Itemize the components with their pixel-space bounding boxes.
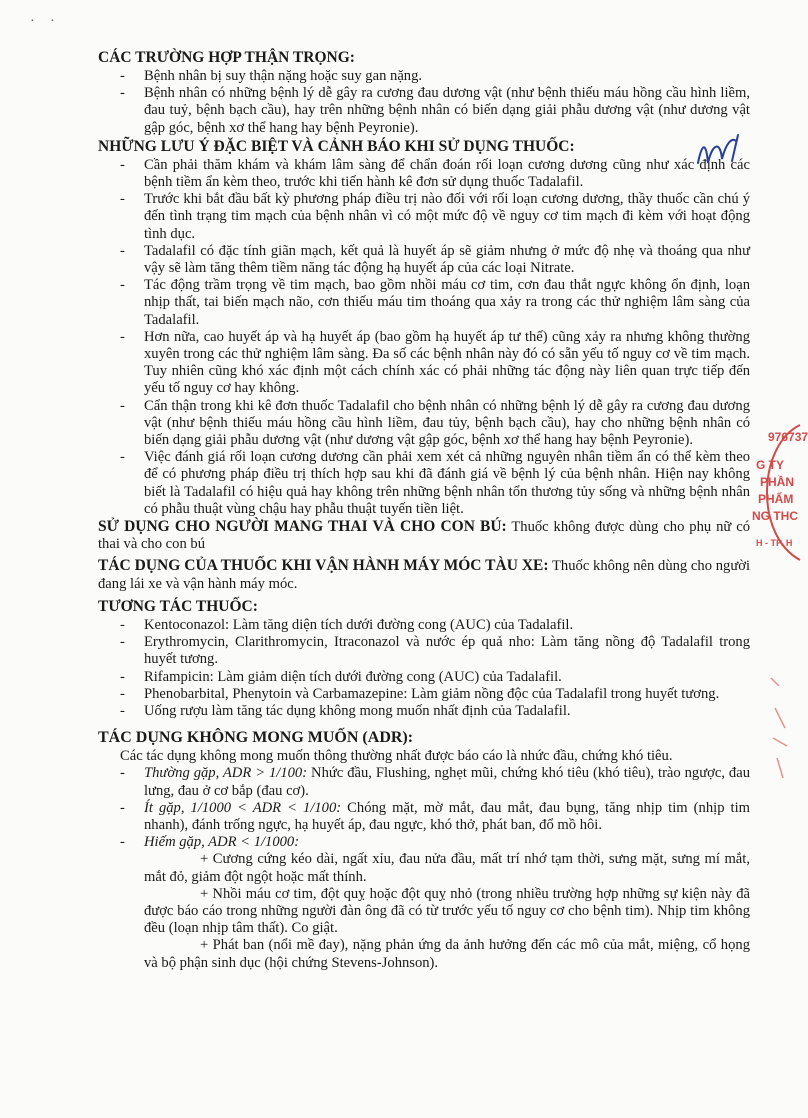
stamp-line: NG THC bbox=[752, 509, 798, 523]
pregnancy-heading: SỬ DỤNG CHO NGƯỜI MANG THAI VÀ CHO CON BÚ: bbox=[98, 518, 507, 536]
pregnancy-paragraph bbox=[98, 518, 750, 553]
interactions-heading: TƯƠNG TÁC THUỐC: bbox=[98, 597, 258, 615]
list-item: - Bệnh nhân bị suy thận nặng hoặc suy gan nặng. bbox=[98, 68, 750, 85]
caution-list bbox=[98, 68, 750, 137]
list-item: - Cần phải thăm khám và khám lâm sàng để chẩn đoán rối loạn cương dương cũng như xác định các bệnh tiềm ẩn kèm theo, trước khi tiến hành kê đơn sử dụng thuốc Tadalafil. bbox=[98, 157, 750, 191]
scan-dots: · · bbox=[30, 14, 61, 29]
list-item: - Hơn nữa, cao huyết áp và hạ huyết áp (bao gồm hạ huyết áp tư thế) cũng xảy ra nhưng không thường xuyên trong các thử nghiệm lâm sàng. Đa số các bệnh nhân này đó có sẵn yếu tố nguy cơ về tim mạch. Tuy nhiên cũng khó xác định một cách chính xác có phải những tác động này liên quan trực tiếp đến yếu tố nguy cơ hay không. bbox=[98, 329, 750, 398]
stamp-line: 976737 bbox=[768, 430, 808, 444]
list-item: + Cương cứng kéo dài, ngất xỉu, đau nửa đầu, mất trí nhớ tạm thời, sưng mặt, sưng mí mắt, mắt đỏ, giảm đột ngột hoặc mất thính. bbox=[144, 851, 750, 885]
list-item: - Tác động trầm trọng về tim mạch, bao gồm nhồi máu cơ tim, cơn đau thắt ngực không ổn định, loạn nhịp thất, tai biến mạch não, cơn thiếu máu tim thoáng qua xảy ra trong các thử nghiệm lâm sàng của Tadalafil. bbox=[98, 277, 750, 329]
list-item: - Tadalafil có đặc tính giãn mạch, kết quả là huyết áp sẽ giảm nhưng ở mức độ nhẹ và thoáng qua như vậy sẽ làm tăng thêm tiềm năng tác động hạ huyết áp của các loại Nitrate. bbox=[98, 243, 750, 277]
warnings-list bbox=[98, 157, 750, 518]
adr-common-text: Nhức đầu, Flushing, nghẹt mũi, chứng khó tiêu (khó tiêu), trào ngược, đau lưng, đau ở cơ bắp (đau cơ). bbox=[144, 765, 750, 799]
list-item: - Trước khi bắt đầu bất kỳ phương pháp điều trị nào đối với rối loạn cương dương, thầy thuốc cần chú ý đến tình trạng tim mạch của bệnh nhân vì có một mức độ về nguy cơ tim mạch đi kèm với hoạt động tình dục. bbox=[98, 191, 750, 243]
list-item: - Erythromycin, Clarithromycin, Itraconazol và nước ép quả nho: Làm tăng nồng độ Tadalafil trong huyết tương. bbox=[98, 634, 750, 668]
warnings-heading: NHỮNG LƯU Ý ĐẶC BIỆT VÀ CẢNH BÁO KHI SỬ DỤNG THUỐC: bbox=[98, 137, 575, 155]
stamp-line: G TY bbox=[756, 458, 785, 472]
adr-heading: TÁC DỤNG KHÔNG MONG MUỐN (ADR): bbox=[98, 729, 414, 747]
list-item: - Rifampicin: Làm giảm diện tích dưới đường cong (AUC) của Tadalafil. bbox=[98, 669, 750, 686]
list-item: - Bệnh nhân có những bệnh lý dễ gây ra cương đau dương vật (như bệnh thiếu máu hồng cầu hình liềm, đau tuỷ, bệnh bạch cầu), hay trên những bệnh nhân có biến dạng giải phẫu dương vật (như dương vật gập góc, bệnh xơ thể hang hay bệnh Peyronie). bbox=[98, 85, 750, 137]
stamp-line: PHẦN bbox=[760, 475, 795, 489]
driving-paragraph bbox=[98, 557, 750, 592]
company-stamp bbox=[748, 425, 808, 560]
adr-uncommon-label: Ít gặp, 1/1000 < ADR < 1/100: bbox=[144, 799, 342, 816]
adr-intro: Các tác dụng không mong muốn thông thường nhất được báo cáo là nhức đầu, chứng khó tiêu. bbox=[120, 748, 673, 765]
list-item: - Phenobarbital, Phenytoin và Carbamazepine: Làm giảm nồng độc của Tadalafil trong huyết tương. bbox=[98, 686, 750, 703]
adr-uncommon bbox=[98, 800, 750, 834]
adr-list bbox=[98, 765, 750, 851]
adr-rare-label: Hiếm gặp, ADR < 1/1000: bbox=[144, 834, 300, 851]
signature-mark bbox=[692, 133, 752, 173]
list-item: - Kentoconazol: Làm tăng diện tích dưới đường cong (AUC) của Tadalafil. bbox=[98, 617, 750, 634]
caution-heading: CÁC TRƯỜNG HỢP THẬN TRỌNG: bbox=[98, 49, 355, 66]
list-item: + Nhồi máu cơ tim, đột quỵ hoặc đột quỵ nhỏ (trong nhiều trường hợp những sự kiện này đã được báo cáo trong những người đàn ông đã có từ trước yếu tố nguy cơ cho bệnh tim). Nhịp tim không đều (loạn nhịp tâm thất). Co giật. bbox=[144, 885, 750, 937]
interactions-list bbox=[98, 617, 750, 720]
driving-heading: TÁC DỤNG CỦA THUỐC KHI VẬN HÀNH MÁY MÓC TÀU XE: bbox=[98, 557, 549, 575]
stamp-line: PHẨM bbox=[758, 492, 794, 506]
red-edge-mark bbox=[765, 668, 795, 788]
adr-rare bbox=[98, 834, 750, 851]
list-item: - Uống rượu làm tăng tác dụng không mong muốn nhất định của Tadalafil. bbox=[98, 703, 750, 720]
driving-text: Thuốc không nên dùng cho người đang lái xe và vận hành máy móc. bbox=[98, 558, 750, 592]
list-item: - Cẩn thận trong khi kê đơn thuốc Tadalafil cho bệnh nhân có những bệnh lý dễ gây ra cương đau dương vật (như bệnh thiếu máu hồng cầu hình liềm, đau tủy, bệnh bạch cầu), hay cho những bệnh nhân có biến dạng giải phẫu dương vật (như dương vật gập góc, bệnh xơ thể hang hay bệnh Peyronie). bbox=[98, 398, 750, 450]
document-content bbox=[98, 48, 750, 972]
list-item: + Phát ban (nổi mề đay), nặng phản ứng da ảnh hưởng đến các mô của mắt, miệng, cổ họng và bộ phận sinh dục (hội chứng Stevens-Johnson). bbox=[144, 937, 750, 971]
pregnancy-text: Thuốc không được dùng cho phụ nữ có thai và cho con bú bbox=[98, 519, 750, 553]
list-item: - Việc đánh giá rối loạn cương dương cần phải xem xét cả những nguyên nhân tiềm ẩn có thể kèm theo để có phương pháp điều trị thích hợp sau khi đã đánh giá về bệnh lý của bệnh nhân. Hiện nay không biết là Tadalafil có hiệu quả hay không trên những bệnh nhân tổn thương tủy sống và những bệnh nhân có phẫu thuật vùng chậu hay phẫu thuật tuyến tiền liệt. bbox=[98, 449, 750, 518]
stamp-line: H - TP. H bbox=[756, 538, 793, 548]
adr-common-label: Thường gặp, ADR > 1/100: bbox=[144, 765, 308, 782]
adr-uncommon-text: Chóng mặt, mờ mắt, đau mắt, đau bụng, tăng nhịp tim (nhịp tim nhanh), đánh trống ngực, hạ huyết áp, đau ngực, khó thở, phát ban, đổ mồ hôi. bbox=[144, 799, 750, 833]
adr-common bbox=[98, 765, 750, 799]
adr-rare-items bbox=[98, 851, 750, 971]
